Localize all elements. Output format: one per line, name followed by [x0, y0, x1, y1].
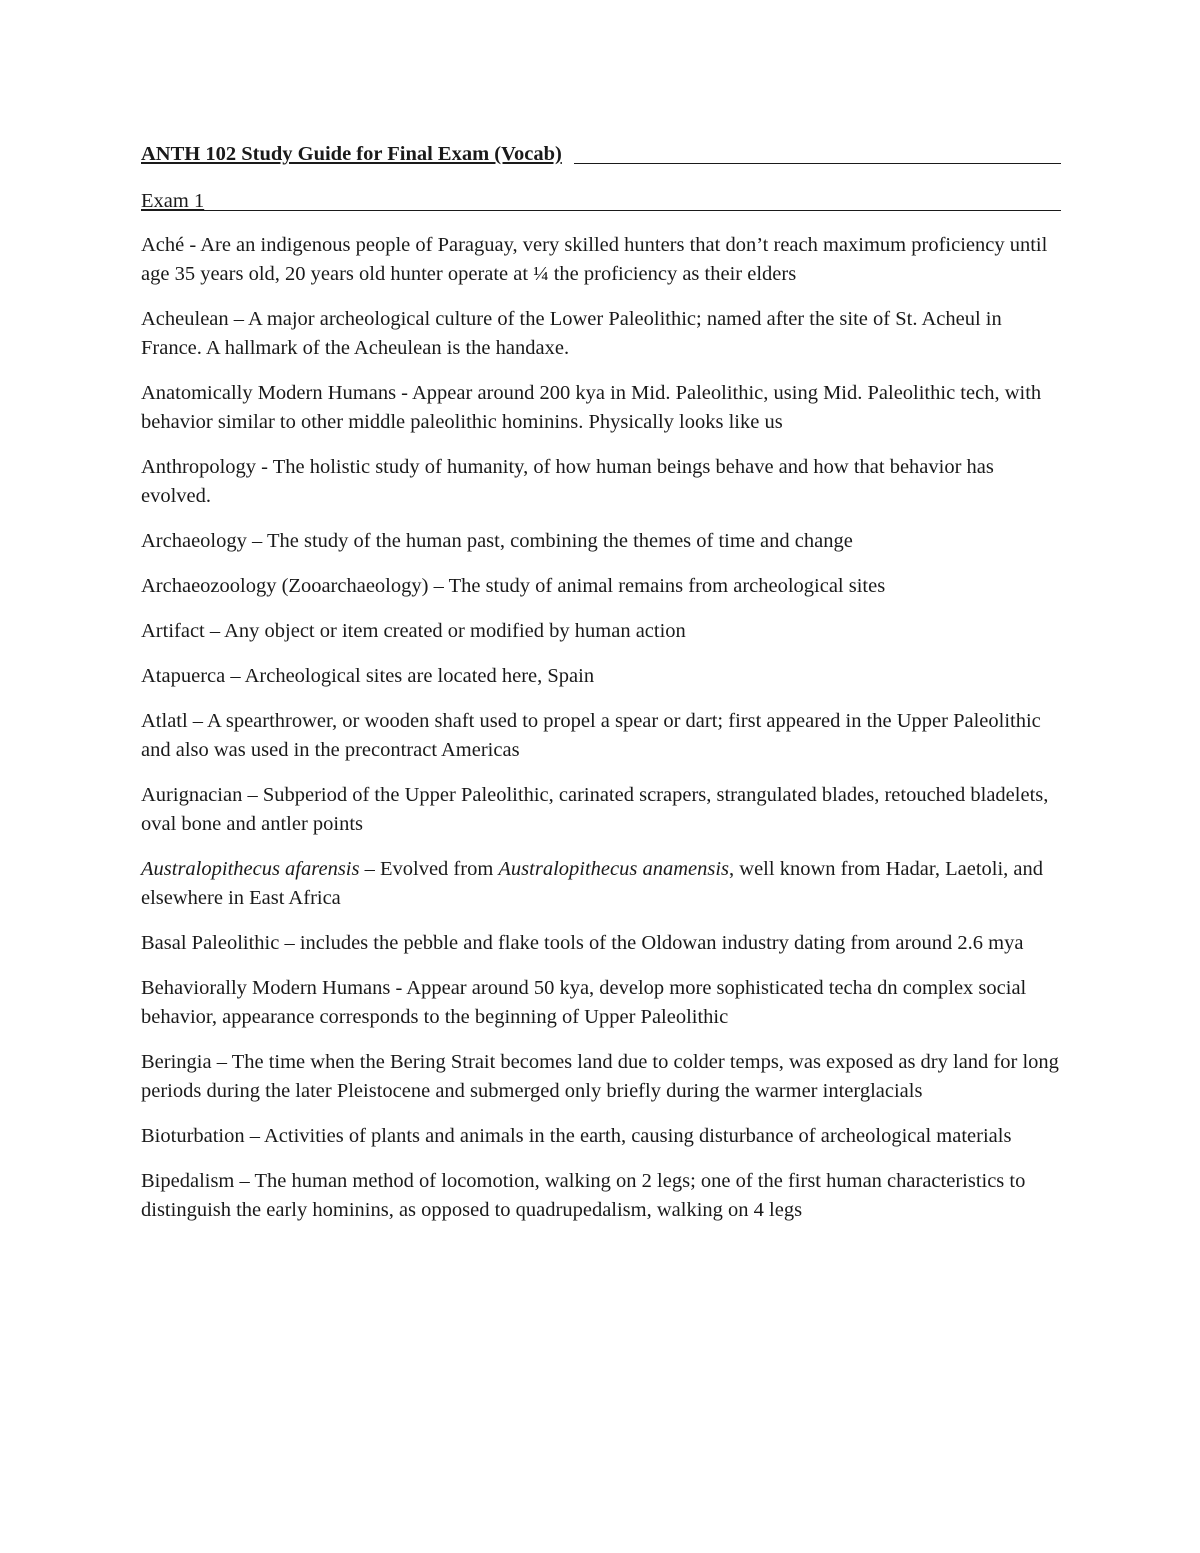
entry-atapuerca: Atapuerca – Archeological sites are located here, Spain [141, 665, 595, 687]
section-heading: Exam 1 [141, 190, 205, 212]
entry-aurignacian: Aurignacian – Subperiod of the Upper Paleolithic, carinated scrapers, strangulated blades, retouched bladelets, oval bone and antler points [141, 784, 1049, 835]
entry-anatomically-modern-humans: Anatomically Modern Humans - Appear around 200 kya in Mid. Paleolithic, using Mid. Paleolithic tech, with behavior similar to other middle paleolithic hominins. Physically looks like us [141, 382, 1042, 433]
entry-text: – Evolved from [359, 858, 499, 880]
entry-bioturbation: Bioturbation – Activities of plants and animals in the earth, causing disturbance of archeological materials [141, 1125, 1012, 1147]
entry-archaeozoology: Archaeozoology (Zooarchaeology) – The study of animal remains from archeological sites [141, 575, 886, 597]
entry-beringia: Beringia – The time when the Bering Strait becomes land due to colder temps, was exposed as dry land for long periods during the later Pleistocene and submerged only briefly during the warmer interglacials [141, 1051, 1059, 1102]
entry-behaviorally-modern-humans: Behaviorally Modern Humans - Appear around 50 kya, develop more sophisticated techa dn complex social behavior, appearance corresponds to the beginning of Upper Paleolithic [141, 977, 1027, 1028]
entry-atlatl: Atlatl – A spearthrower, or wooden shaft used to propel a spear or dart; first appeared in the Upper Paleolithic and also was used in the precontract Americas [141, 710, 1041, 761]
entry-anthropology: Anthropology - The holistic study of humanity, of how human beings behave and how that behavior has evolved. [141, 456, 994, 507]
entry-artifact: Artifact – Any object or item created or modified by human action [141, 620, 686, 642]
entry-text: , well known from Hadar, Laetoli, and elsewhere in East Africa [141, 858, 1044, 909]
entry-ache: Aché - Are an indigenous people of Paraguay, very skilled hunters that don’t reach maximum proficiency until age 35 years old, 20 years old hunter operate at ¼ the proficiency as their elders [141, 234, 1048, 285]
title-row [141, 140, 1061, 170]
entry-term-italic: Australopithecus afarensis [141, 858, 360, 880]
entry-australopithecus-afarensis [141, 855, 1061, 913]
entry-term-italic: Australopithecus anamensis [498, 858, 730, 880]
entry-basal-paleolithic: Basal Paleolithic – includes the pebble and flake tools of the Oldowan industry dating from around 2.6 mya [141, 932, 1024, 954]
document-title: ANTH 102 Study Guide for Final Exam (Vocab) [141, 143, 562, 165]
entry-archaeology: Archaeology – The study of the human past, combining the themes of time and change [141, 530, 853, 552]
section-row [141, 187, 1061, 217]
title-rule [574, 163, 1061, 164]
section-rule [204, 210, 1061, 211]
entry-bipedalism: Bipedalism – The human method of locomotion, walking on 2 legs; one of the first human characteristics to distinguish the early hominins, as opposed to quadrupedalism, walking on 4 legs [141, 1170, 1026, 1221]
document-page [141, 140, 1061, 1241]
entry-acheulean: Acheulean – A major archeological culture of the Lower Paleolithic; named after the site of St. Acheul in France. A hallmark of the Acheulean is the handaxe. [141, 308, 1002, 359]
